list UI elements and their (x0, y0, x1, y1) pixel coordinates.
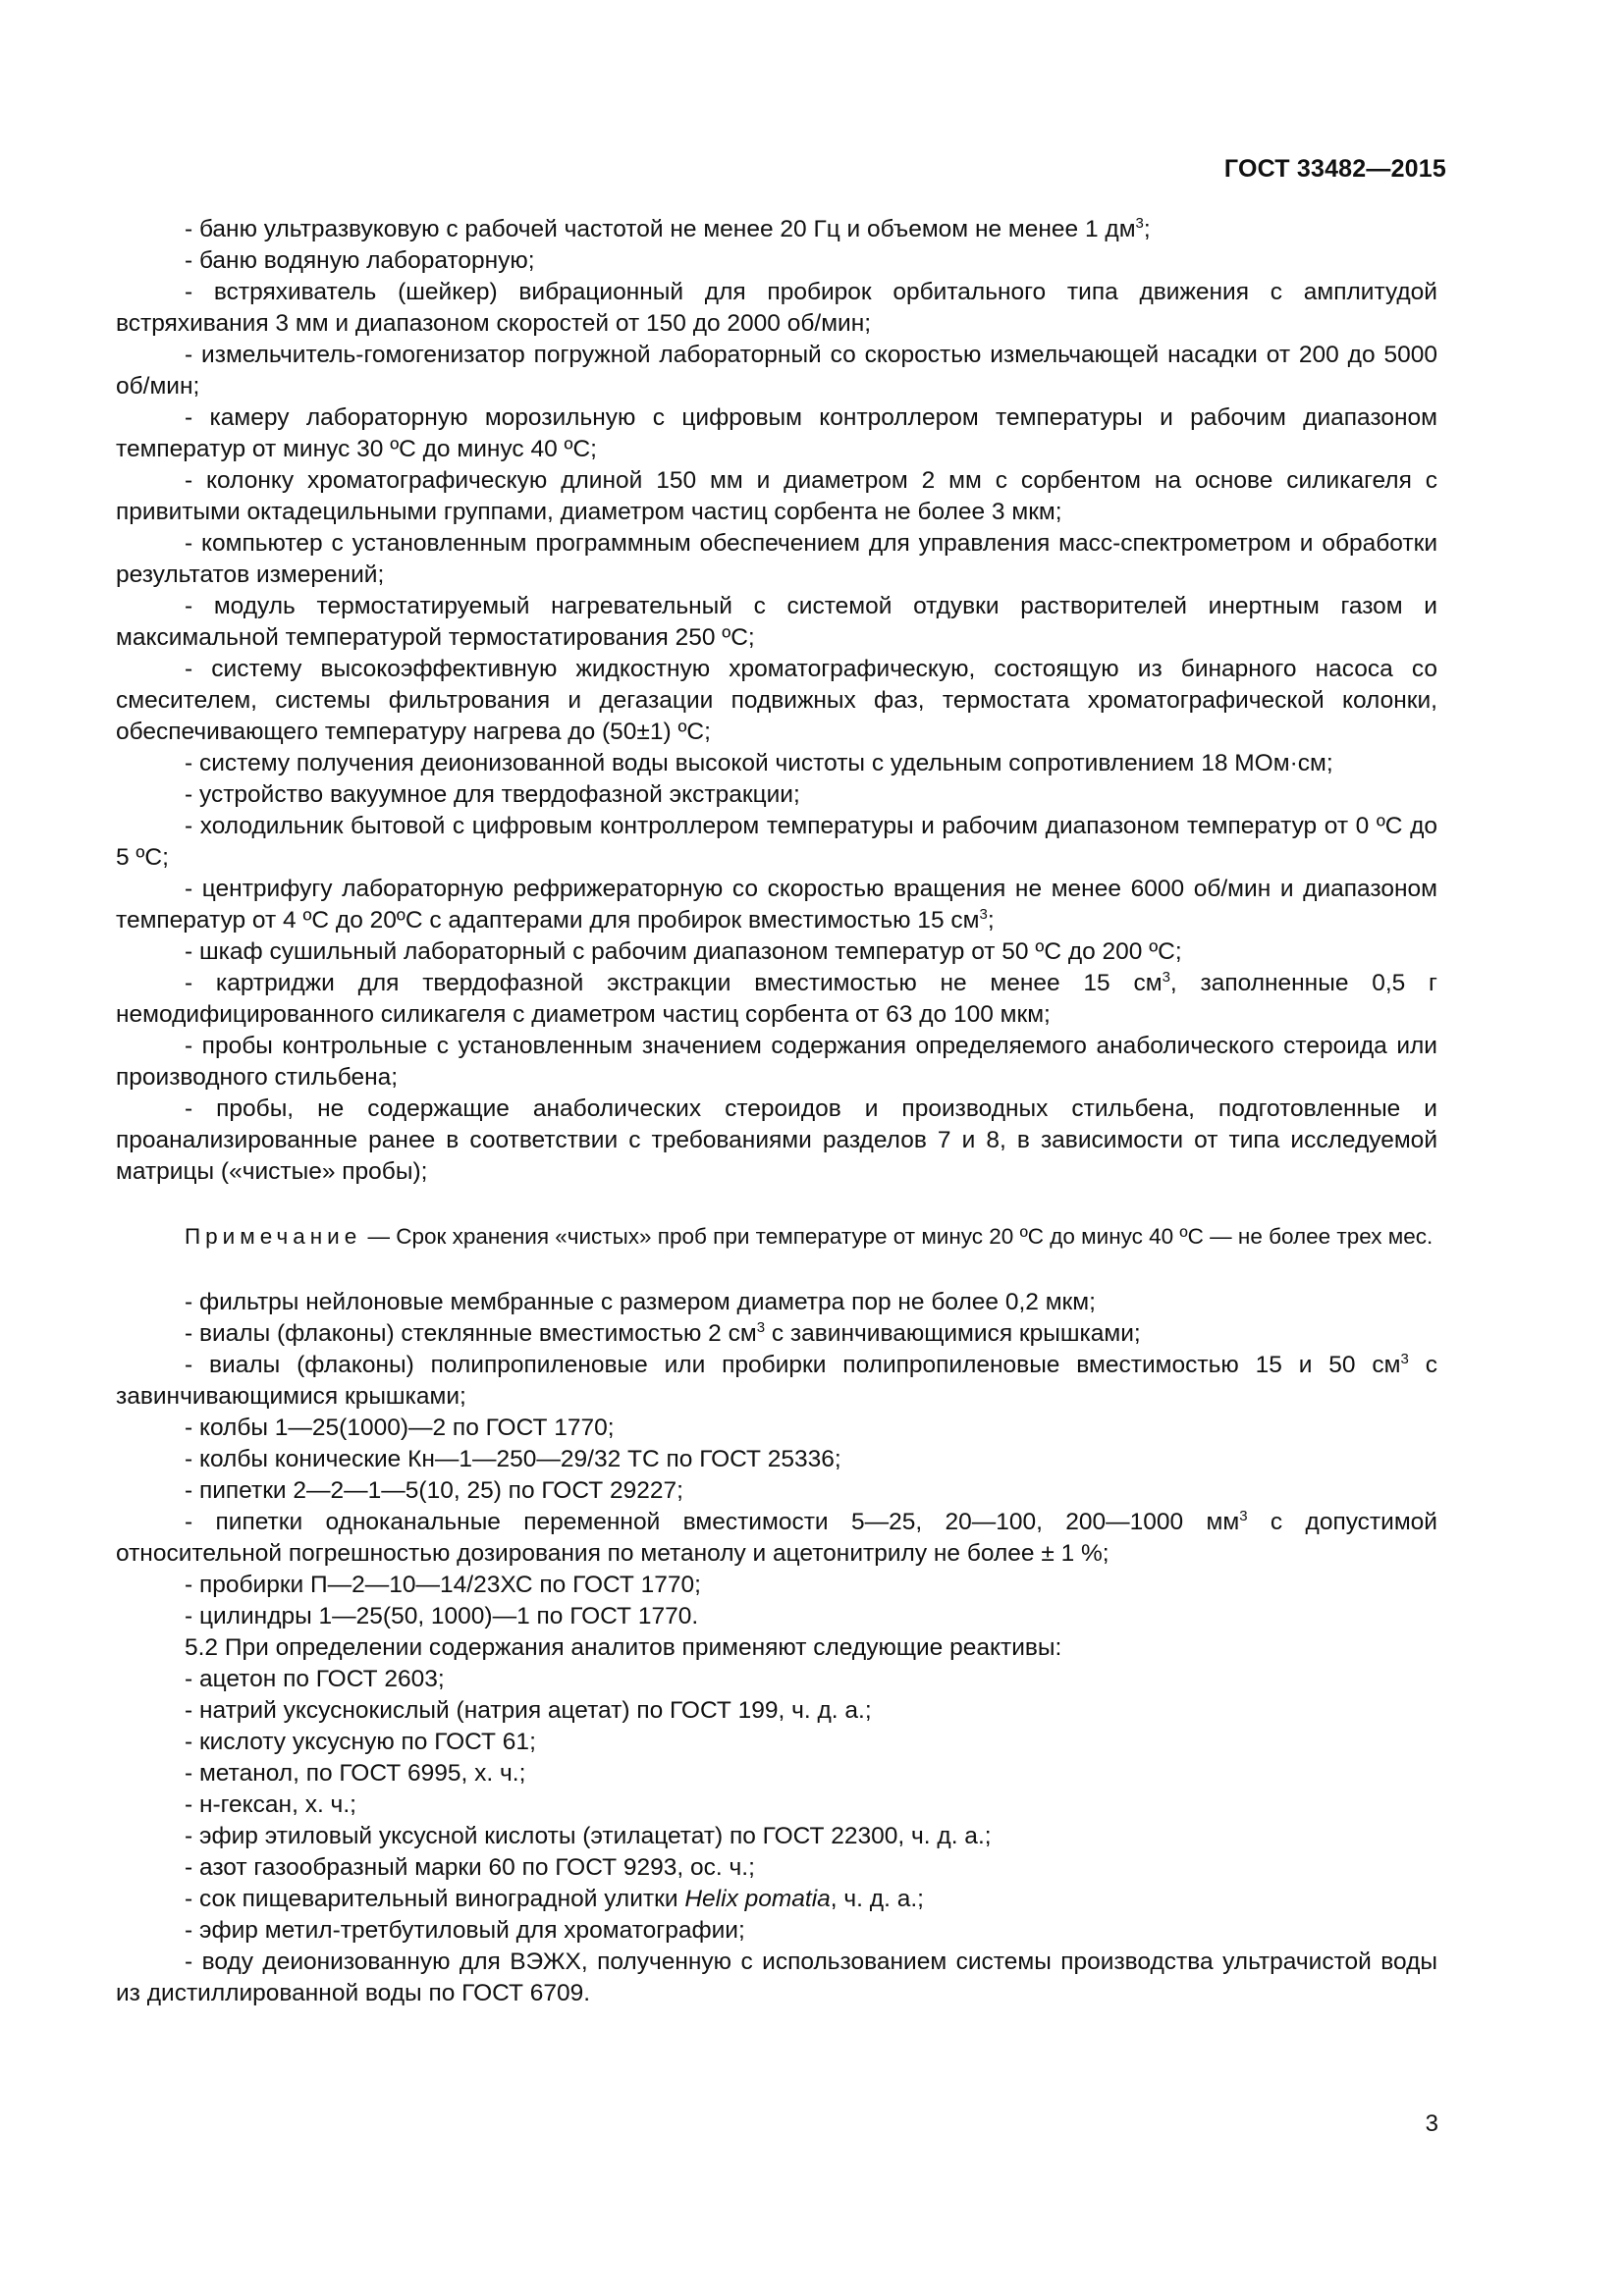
section-5-2-intro: 5.2 При определении содержания аналитов применяют следующие реактивы: (185, 1634, 1062, 1661)
list-item: - ацетон по ГОСТ 2603; (185, 1666, 445, 1692)
list-item: - кислоту уксусную по ГОСТ 61; (185, 1729, 536, 1755)
list-item: - азот газообразный марки 60 по ГОСТ 9293, ос. ч.; (185, 1854, 755, 1881)
list-item: - камеру лабораторную морозильную с цифровым контроллером температуры и рабочим диапазоном температур от минус 30 ºС до минус 40 ºС; (116, 404, 1437, 462)
item-text: - пипетки одноканальные переменной вместимости 5—25, 20—100, 200—1000 мм (185, 1509, 1240, 1535)
reagents-list (116, 1664, 1437, 2009)
list-item: - измельчитель-гомогенизатор погружной лабораторный со скоростью измельчающей насадки от 200 до 5000 об/мин; (116, 342, 1437, 400)
document-header: ГОСТ 33482—2015 (1223, 155, 1446, 183)
superscript: 3 (1239, 1507, 1248, 1524)
item-text: ; (1143, 216, 1151, 242)
list-item: - пробы контрольные с установленным значением содержания определяемого анаболического стероида или производного стильбена; (116, 1033, 1437, 1091)
item-text: с допустимой относительной погрешностью дозирования по метанолу и ацетонитрилу не более ± 1 %; (116, 1509, 1437, 1567)
item-text: , ч. д. а.; (830, 1886, 924, 1912)
note-paragraph (116, 1221, 1437, 1252)
page-number: 3 (1425, 2110, 1438, 2137)
list-item: - эфир этиловый уксусной кислоты (этилацетат) по ГОСТ 22300, ч. д. а.; (185, 1823, 992, 1849)
list-item: - н-гексан, х. ч.; (185, 1791, 356, 1818)
list-item: - систему получения деионизованной воды высокой чистоты с удельным сопротивлением 18 МОм·см; (185, 750, 1333, 776)
list-item: - колонку хроматографическую длиной 150 мм и диаметром 2 мм с сорбентом на основе силикагеля с привитыми октадецильными группами, диаметром частиц сорбента не более 3 мкм; (116, 467, 1437, 525)
note-text: — Срок хранения «чистых» проб при температуре от минус 20 ºС до минус 40 ºС — не более трех мес. (361, 1224, 1434, 1249)
list-item: - шкаф сушильный лабораторный с рабочим диапазоном температур от 50 ºС до 200 ºС; (185, 938, 1182, 965)
list-item: - холодильник бытовой с цифровым контроллером температуры и рабочим диапазоном температур от 0 ºС до 5 ºС; (116, 813, 1437, 871)
italic-term: Helix pomatia (684, 1886, 831, 1912)
list-item: - пипетки 2—2—1—5(10, 25) по ГОСТ 29227; (185, 1477, 683, 1504)
document-body (116, 214, 1437, 2009)
superscript: 3 (756, 1318, 766, 1336)
item-text: - сок пищеварительный виноградной улитки (185, 1886, 685, 1912)
superscript: 3 (979, 905, 988, 923)
list-item (116, 1507, 1437, 1570)
list-item: - устройство вакуумное для твердофазной экстракции; (185, 781, 800, 808)
list-item: - пробирки П—2—10—14/23ХС по ГОСТ 1770; (185, 1572, 701, 1598)
list-item (116, 214, 1437, 245)
superscript: 3 (1135, 214, 1144, 232)
equipment-list (116, 214, 1437, 1188)
item-text: ; (987, 907, 995, 934)
list-item (116, 968, 1437, 1031)
glassware-list (116, 1287, 1437, 1632)
list-item: - встряхиватель (шейкер) вибрационный для пробирок орбитального типа движения с амплитудой встряхивания 3 мм и диапазоном скоростей от 150 до 2000 об/мин; (116, 279, 1437, 337)
list-item (116, 1884, 1437, 1915)
list-item: - пробы, не содержащие анаболических стероидов и производных стильбена, подготовленные и проанализированные ранее в соответствии с требованиями разделов 7 и 8, в зависимости от типа исследуемой матрицы («чистые» пробы); (116, 1095, 1437, 1185)
list-item: - систему высокоэффективную жидкостную хроматографическую, состоящую из бинарного насоса со смесителем, системы фильтрования и дегазации подвижных фаз, термостата хроматографической колонки, обеспечивающего температуру нагрева до (50±1) ºС; (116, 656, 1437, 745)
superscript: 3 (1400, 1350, 1409, 1367)
item-text: - баню ультразвуковую с рабочей частотой не менее 20 Гц и объемом не менее 1 дм (185, 216, 1136, 242)
list-item: - натрий уксуснокислый (натрия ацетат) по ГОСТ 199, ч. д. а.; (185, 1697, 872, 1724)
list-item: - фильтры нейлоновые мембранные с размером диаметра пор не более 0,2 мкм; (185, 1289, 1096, 1315)
spacer (116, 1252, 1437, 1287)
item-text: с завинчивающимися крышками; (116, 1352, 1437, 1410)
list-item: - модуль термостатируемый нагревательный с системой отдувки растворителей инертным газом и максимальной температурой термостатирования 250 ºС; (116, 593, 1437, 651)
item-text: - картриджи для твердофазной экстракции вместимостью не менее 15 см (185, 970, 1163, 996)
spacer (116, 1188, 1437, 1221)
item-text: с завинчивающимися крышками; (765, 1320, 1141, 1347)
list-item: - метанол, по ГОСТ 6995, х. ч.; (185, 1760, 526, 1787)
list-item: - воду деионизованную для ВЭЖХ, полученную с использованием системы производства ультрачистой воды из дистиллированной воды по ГОСТ 6709. (116, 1949, 1437, 2006)
list-item: - баню водяную лабораторную; (185, 247, 535, 274)
list-item: - эфир метил-третбутиловый для хроматографии; (185, 1917, 745, 1944)
item-text: - центрифугу лабораторную рефрижераторную со скоростью вращения не менее 6000 об/мин и диапазоном температур от 4 ºС до 20ºС с адаптерами для пробирок вместимостью 15 см (116, 876, 1437, 934)
list-item (116, 874, 1437, 936)
list-item: - компьютер с установленным программным обеспечением для управления масс-спектрометром и обработки результатов измерений; (116, 530, 1437, 588)
list-item (116, 1318, 1437, 1350)
list-item: - цилиндры 1—25(50, 1000)—1 по ГОСТ 1770. (185, 1603, 699, 1629)
superscript: 3 (1162, 968, 1170, 986)
list-item: - колбы 1—25(1000)—2 по ГОСТ 1770; (185, 1415, 615, 1441)
item-text: - виалы (флаконы) полипропиленовые или пробирки полипропиленовые вместимостью 15 и 50 см (185, 1352, 1401, 1378)
list-item: - колбы конические Кн—1—250—29/32 ТС по ГОСТ 25336; (185, 1446, 841, 1472)
item-text: - виалы (флаконы) стеклянные вместимостью 2 см (185, 1320, 757, 1347)
note-label: Примечание (185, 1224, 362, 1249)
item-text: , заполненные 0,5 г немодифицированного силикагеля с диаметром частиц сорбента от 63 до 100 мкм; (116, 970, 1437, 1028)
list-item (116, 1350, 1437, 1413)
